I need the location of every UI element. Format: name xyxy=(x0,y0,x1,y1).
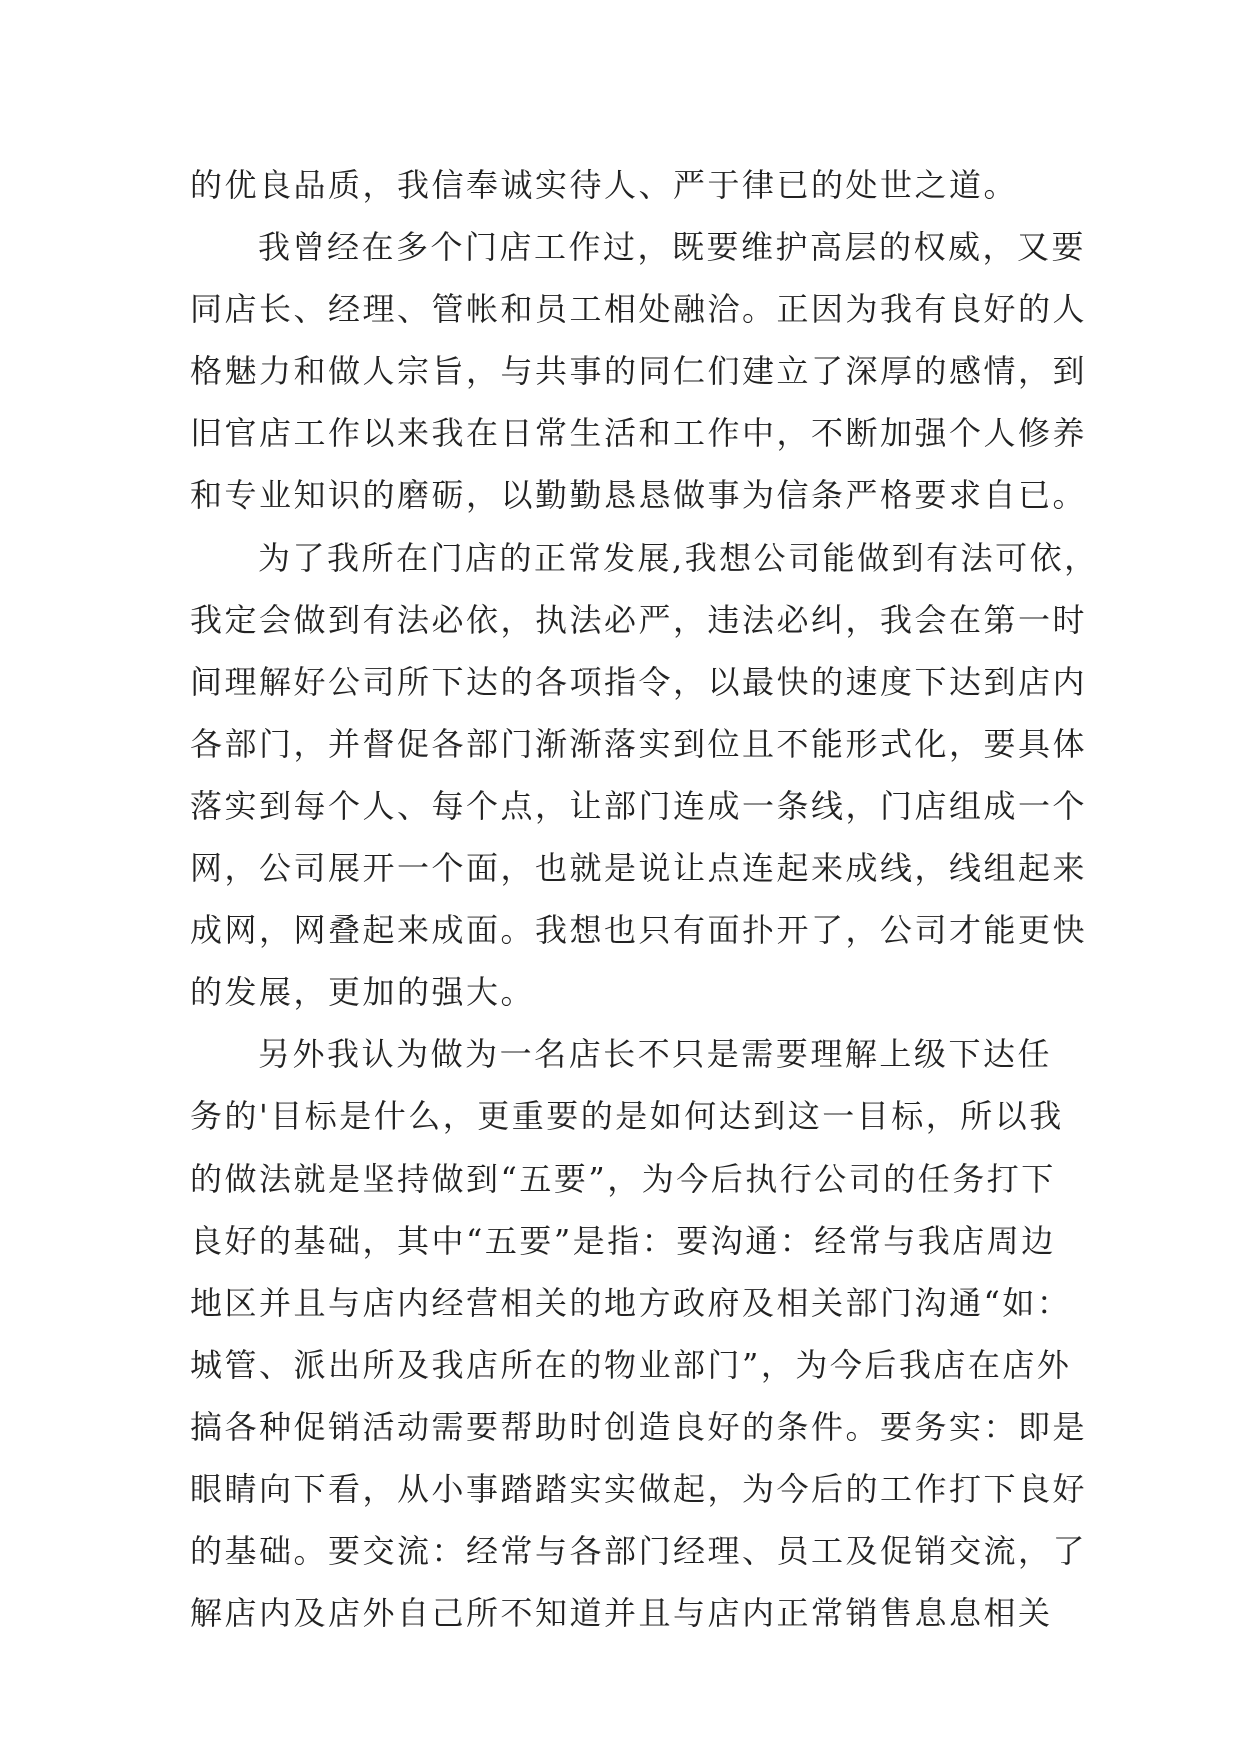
text-line: 我定会做到有法必依，执法必严，违法必纠，我会在第一时 xyxy=(190,600,1088,639)
text-line: 良好的基础，其中“五要”是指：要沟通：经常与我店周边 xyxy=(190,1221,1056,1260)
text-line: 旧官店工作以来我在日常生活和工作中，不断加强个人修养 xyxy=(190,414,1088,453)
text-line: 网，公司展开一个面，也就是说让点连起来成线，线组起来 xyxy=(190,849,1088,888)
text-line: 地区并且与店内经营相关的地方政府及相关部门沟通“如： xyxy=(190,1283,1072,1322)
text-line: 间理解好公司所下达的各项指令，以最快的速度下达到店内 xyxy=(190,662,1088,701)
text-line: 城管、派出所及我店所在的物业部门”，为今后我店在店外 xyxy=(190,1345,1072,1384)
paragraph xyxy=(190,216,1088,526)
paragraph xyxy=(190,527,1099,1024)
text-line: 各部门，并督促各部门渐渐落实到位且不能形式化，要具体 xyxy=(190,724,1088,763)
text-line: 务的'目标是什么，更重要的是如何达到这一目标，所以我 xyxy=(190,1097,1064,1136)
text-line: 落实到每个人、每个点，让部门连成一条线，门店组成一个 xyxy=(190,786,1088,825)
text-line: 和专业知识的磨砺，以勤勤恳恳做事为信条严格要求自已。 xyxy=(190,476,1088,515)
text-line: 解店内及店外自己所不知道并且与店内正常销售息息相关 xyxy=(190,1594,1053,1633)
text-line: 眼睛向下看，从小事踏踏实实做起，为今后的工作打下良好 xyxy=(190,1469,1088,1508)
text-line: 我曾经在多个门店工作过，既要维护高层的权威，又要 xyxy=(258,228,1087,267)
text-line: 另外我认为做为一名店长不只是需要理解上级下达任 xyxy=(258,1035,1052,1074)
document-body xyxy=(190,154,1099,1644)
text-line: 的发展，更加的强大。 xyxy=(190,973,536,1012)
text-line: 同店长、经理、管帐和员工相处融洽。正因为我有良好的人 xyxy=(190,290,1088,329)
text-line: 搞各种促销活动需要帮助时创造良好的条件。要务实：即是 xyxy=(190,1407,1088,1446)
paragraph xyxy=(190,154,1052,216)
paragraph xyxy=(190,1023,1088,1644)
text-line: 成网，网叠起来成面。我想也只有面扑开了，公司才能更快 xyxy=(190,911,1088,950)
text-line: 格魅力和做人宗旨，与共事的同仁们建立了深厚的感情，到 xyxy=(190,352,1088,391)
text-line: 的优良品质，我信奉诚实待人、严于律已的处世之道。 xyxy=(190,166,1019,204)
text-line: 的基础。要交流：经常与各部门经理、员工及促销交流，了 xyxy=(190,1532,1088,1571)
text-line: 的做法就是坚持做到“五要”，为今后执行公司的任务打下 xyxy=(190,1159,1056,1198)
text-line: 为了我所在门店的正常发展,我想公司能做到有法可依， xyxy=(258,538,1099,577)
